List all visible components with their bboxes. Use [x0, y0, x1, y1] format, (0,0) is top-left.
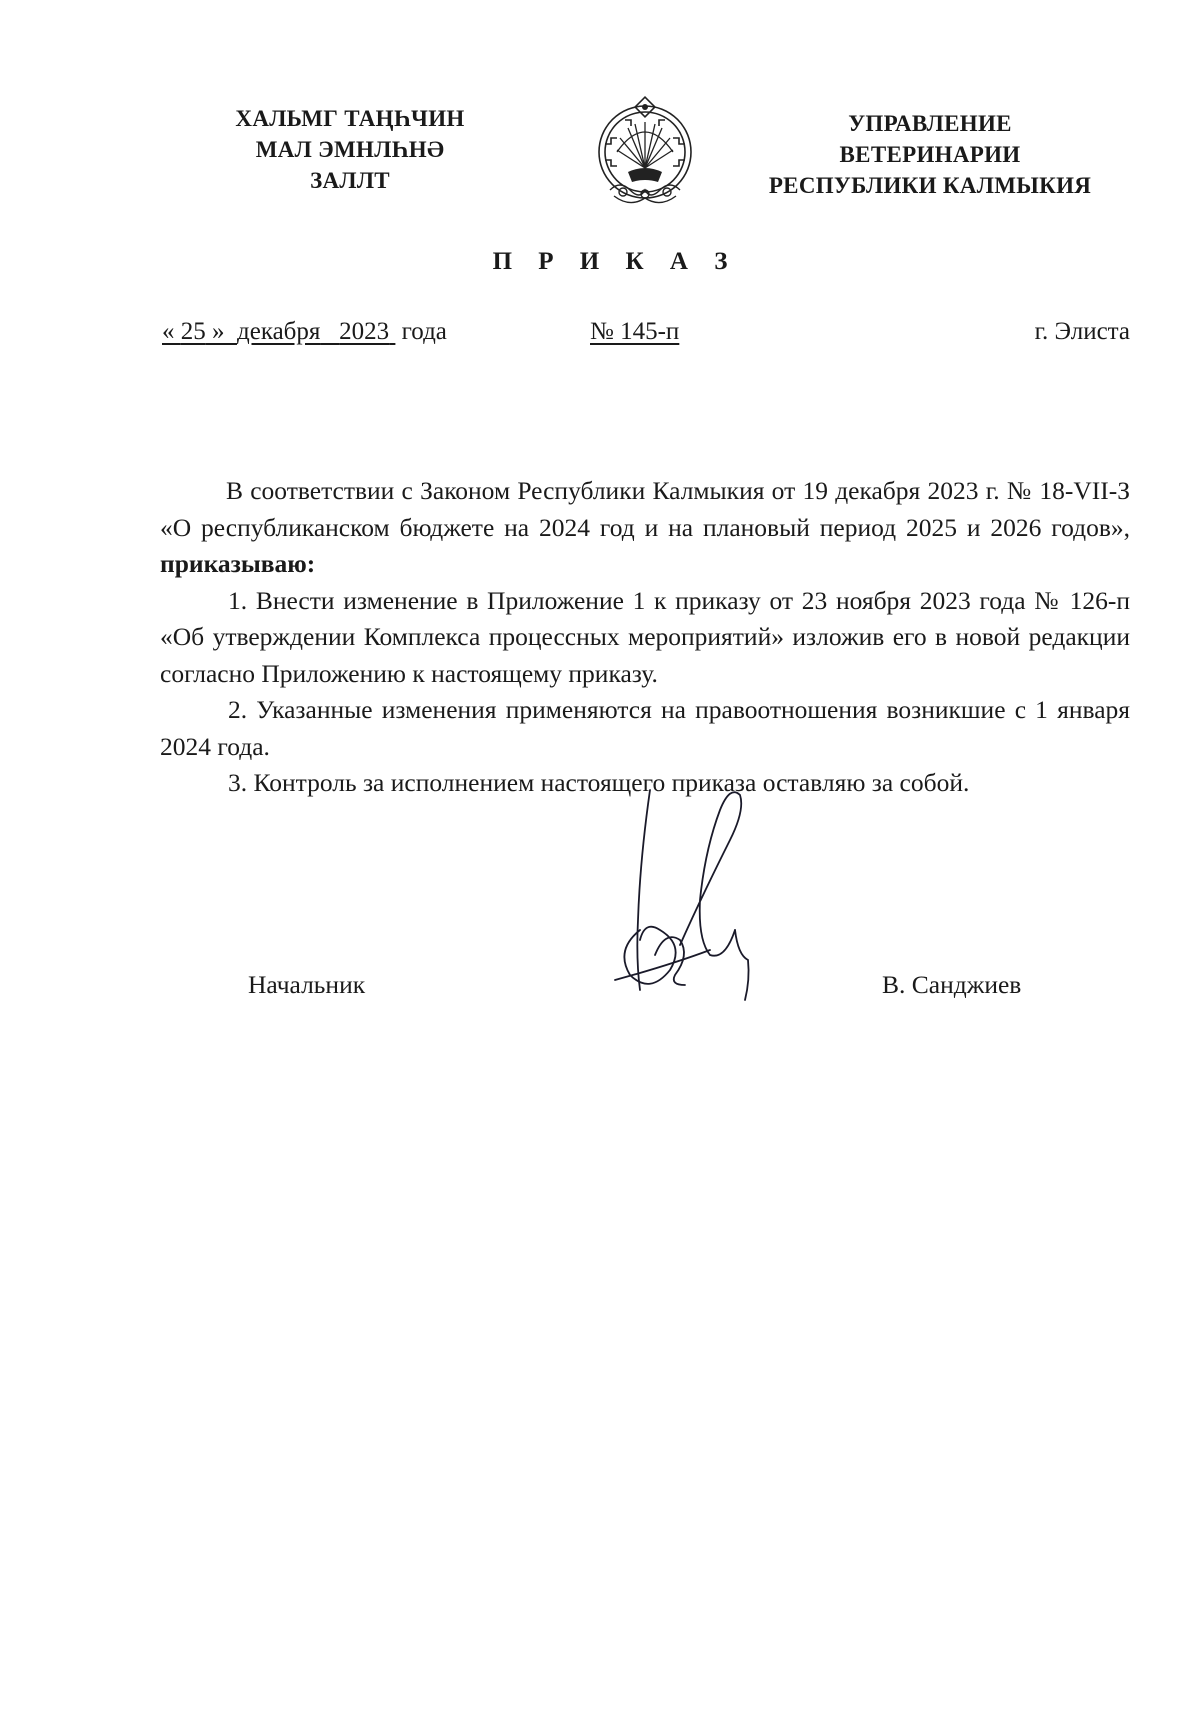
handwritten-signature-icon — [610, 780, 780, 1005]
header-left-line-3: ЗАЛЛТ — [310, 168, 390, 193]
date-suffix: года — [401, 318, 447, 345]
order-body — [160, 473, 1130, 802]
date-day: 25 — [180, 318, 206, 345]
header-right-line-3: РЕСПУБЛИКИ КАЛМЫКИЯ — [768, 173, 1092, 198]
header-left-line-2: МАЛ ЭМНЛҺНӘ — [255, 137, 445, 162]
order-item-2: 2. Указанные изменения применяются на правоотношения возникшие с 1 января 2024 года. — [160, 695, 1130, 761]
document-title: П Р И К А З — [492, 248, 738, 275]
intro-text: В соответствии с Законом Республики Калмыкия от 19 декабря 2023 г. № 18-VII-З «О республиканском бюджете на 2024 год и на плановый период 2025 и 2026 годов», — [160, 476, 1130, 542]
intro-paragraph — [160, 473, 1130, 583]
order-number: № 145-п — [590, 318, 680, 345]
date-close-quote: » — [212, 318, 225, 345]
order-item-3: 3. Контроль за исполнением настоящего приказа оставляю за собой. — [228, 768, 970, 797]
kalmykia-coat-of-arms-icon — [590, 92, 700, 212]
date-month: декабря — [237, 318, 321, 345]
order-date — [162, 318, 447, 346]
signatory-position: Начальник — [248, 970, 366, 999]
date-year: 2023 — [339, 318, 390, 345]
header-right-org — [760, 108, 1100, 201]
header-left-org — [205, 103, 495, 196]
order-city: г. Элиста — [1034, 318, 1130, 345]
header-left-line-1: ХАЛЬМГ ТАҢҺЧИН — [235, 106, 465, 131]
signatory-name: В. Санджиев — [882, 970, 1022, 999]
header-right-line-2: ВЕТЕРИНАРИИ — [839, 142, 1021, 167]
header-right-line-1: УПРАВЛЕНИЕ — [848, 111, 1012, 136]
date-open-quote: « — [162, 318, 175, 345]
order-item-1: 1. Внести изменение в Приложение 1 к приказу от 23 ноября 2023 года № 126-п «Об утверждении Комплекса процессных мероприятий» изложив его в новой редакции согласно Приложению к настоящему приказу. — [160, 585, 1130, 688]
intro-bold-text: приказываю: — [160, 549, 316, 578]
